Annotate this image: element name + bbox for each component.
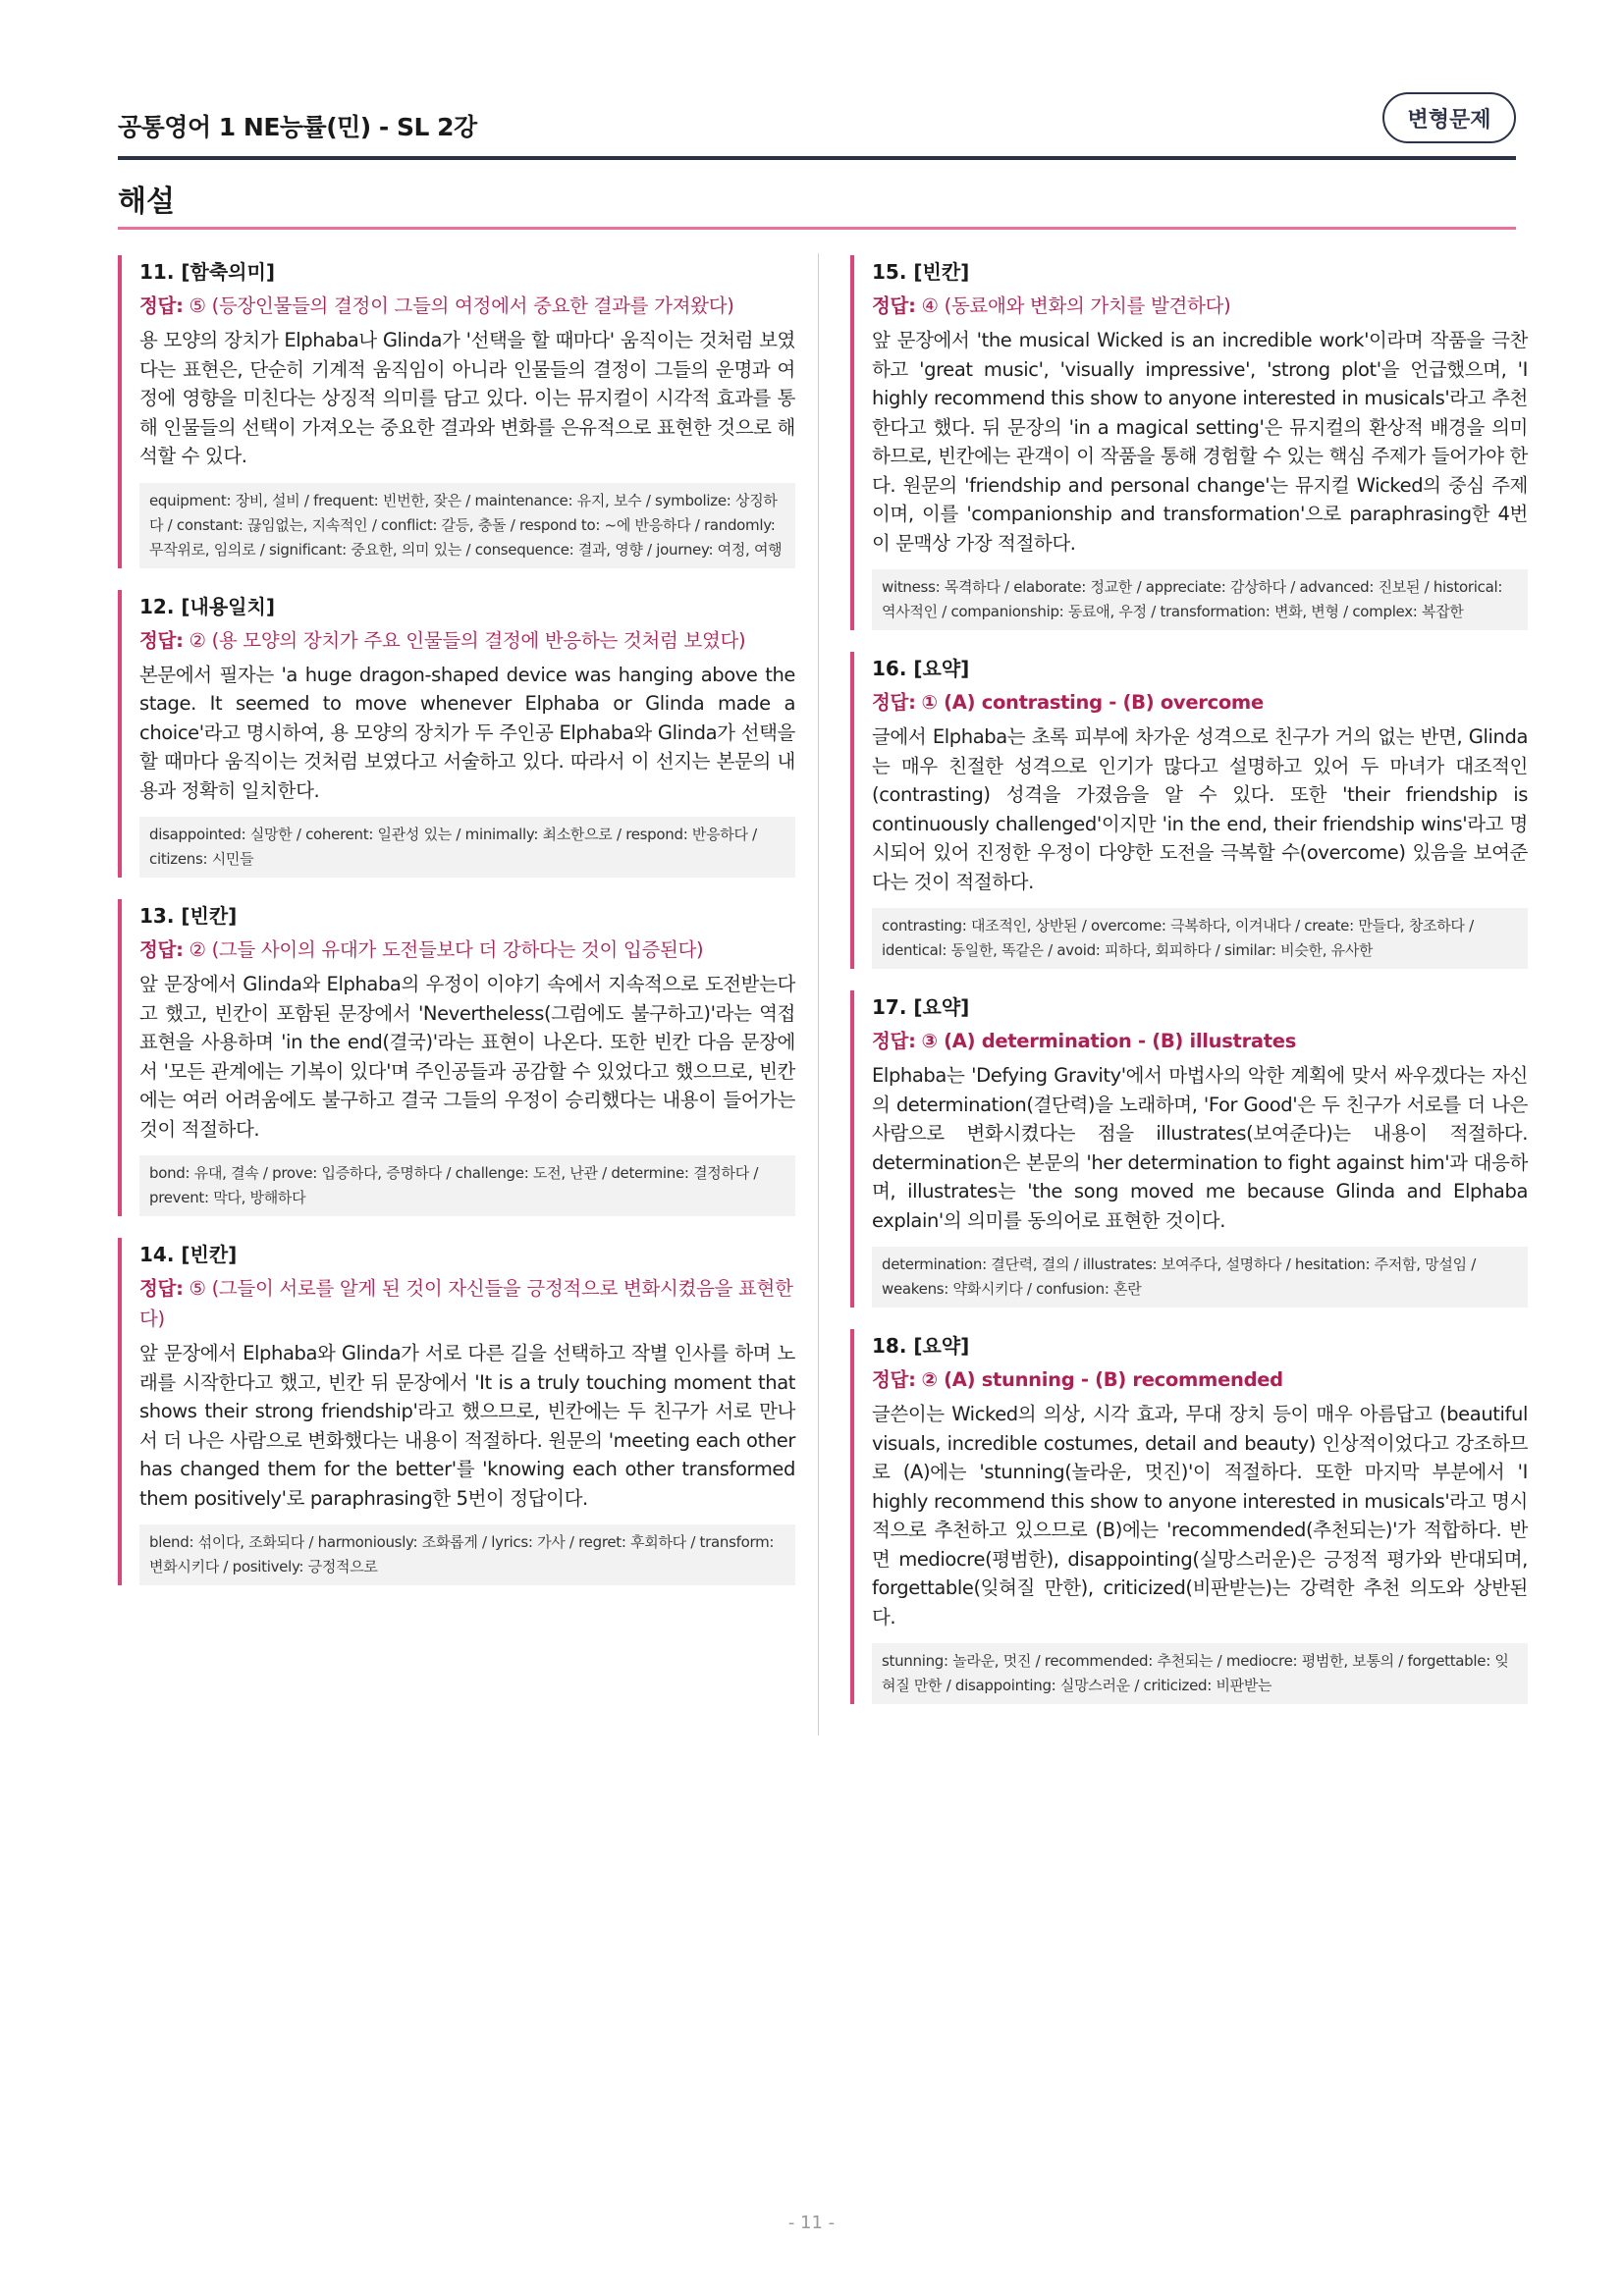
question-number: 18. [요약] <box>872 1334 970 1358</box>
explanation-text: 글에서 Elphaba는 초록 피부에 차가운 성격으로 친구가 거의 없는 반면, Glinda는 매우 친절한 성격으로 인기가 많다고 설명하고 있어 두 마녀가 대조적인(contrasting) 성격을 가졌음을 알 수 있다. 또한 'their friendship is continuously challenged'이지만 'in the end, their friendship wins'라고 명시되어 있어 진정한 우정이 다양한 도전을 극복할 수(overcome) 있음을 보여준다는 것이 적절하다. <box>872 725 1528 893</box>
answer-label: 정답: <box>872 1368 916 1391</box>
explanation-text: 앞 문장에서 Elphaba와 Glinda가 서로 다른 길을 선택하고 작별 인사를 하며 노래를 시작한다고 했고, 빈칸 뒤 문장에서 'It is a truly touching moment that shows their strong friendship'라고 했으므로, 빈칸에는 두 친구가 서로 만나서 더 나은 사람으로 변화했다는 내용이 적절하다. 원문의 'meeting each other has changed them for the better'를 'knowing each other transformed them positively'로 paraphrasing한 5번이 정답이다. <box>139 1342 795 1510</box>
section-divider <box>118 227 1516 230</box>
question-block <box>118 1238 795 1585</box>
question-number: 12. [내용일치] <box>139 594 275 618</box>
answer-text: ② (A) stunning - (B) recommended <box>921 1368 1283 1391</box>
page-number: - 11 - <box>787 2213 836 2233</box>
answer-text: ⑤ (등장인물들의 결정이 그들의 여정에서 중요한 결과를 가져왔다) <box>189 294 734 317</box>
question-number: 11. [함축의미] <box>139 260 275 284</box>
vocabulary-box: bond: 유대, 결속 / prove: 입증하다, 증명하다 / challenge: 도전, 난관 / determine: 결정하다 / prevent: 막다, 방해하다 <box>139 1155 795 1216</box>
question-number: 13. [빈칸] <box>139 904 238 928</box>
vocabulary-box: stunning: 놀라운, 멋진 / recommended: 추천되는 / mediocre: 평범한, 보통의 / forgettable: 잊혀질 만한 / disappointing: 실망스러운 / criticized: 비판받는 <box>872 1643 1528 1704</box>
question-block <box>118 899 795 1216</box>
answer-text: ③ (A) determination - (B) illustrates <box>921 1030 1297 1052</box>
explanation-text: Elphaba는 'Defying Gravity'에서 마법사의 악한 계획에 맞서 싸우겠다는 자신의 determination(결단력)을 노래하며, 'For Good'은 두 친구가 서로를 더 나은 사람으로 변화시켰다는 점을 illustrates(보여준다)는 내용이 적절하다. determination은 본문의 'her determination to fight against him'과 대응하며, illustrates는 'the song moved me because Glinda and Elphaba explain'의 의미를 동의어로 표현한 것이다. <box>872 1064 1528 1232</box>
answer-label: 정답: <box>139 294 184 317</box>
answer-line <box>872 1364 1528 1395</box>
column-divider <box>818 253 819 1735</box>
explanation-text: 용 모양의 장치가 Elphaba나 Glinda가 '선택을 할 때마다' 움직이는 것처럼 보였다는 표현은, 단순히 기계적 움직임이 아니라 인물들의 결정이 그들의 운명과 여정에 영향을 미친다는 상징적 의미를 담고 있다. 이는 뮤지컬이 시각적 효과를 통해 인물들의 선택이 가져오는 중요한 결과와 변화를 은유적으로 표현한 것으로 해석할 수 있다. <box>139 329 795 467</box>
question-number: 15. [빈칸] <box>872 260 970 284</box>
answer-label: 정답: <box>139 628 184 652</box>
vocabulary-box: equipment: 장비, 설비 / frequent: 빈번한, 잦은 / maintenance: 유지, 보수 / symbolize: 상징하다 / constant: 끊임없는, 지속적인 / conflict: 갈등, 충돌 / respond to: ~에 반응하다 / randomly: 무작위로, 임의로 / significant: 중요한, 의미 있는 / consequence: 결과, 영향 / journey: 여정, 여행 <box>139 483 795 568</box>
type-badge: 변형문제 <box>1382 92 1516 143</box>
right-column <box>850 255 1528 1726</box>
answer-label: 정답: <box>139 938 184 961</box>
vocabulary-box: disappointed: 실망한 / coherent: 일관성 있는 / minimally: 최소한으로 / respond: 반응하다 / citizens: 시민들 <box>139 817 795 878</box>
vocabulary-box: witness: 목격하다 / elaborate: 정교한 / appreciate: 감상하다 / advanced: 진보된 / historical: 역사적인 / companionship: 동료애, 우정 / transformation: 변화, 변형 / complex: 복잡한 <box>872 569 1528 630</box>
question-block <box>850 652 1528 969</box>
question-number: 17. [요약] <box>872 995 970 1019</box>
question-block <box>850 990 1528 1308</box>
explanation-text: 앞 문장에서 'the musical Wicked is an incredible work'이라며 작품을 극찬하고 'great music', 'visually impressive', 'strong plot'을 언급했으며, 'I highly recommend this show to anyone interested in musicals'라고 추천한다고 했다. 뒤 문장의 'in a magical setting'은 뮤지컬의 환상적 배경을 의미하므로, 빈칸에는 관객이 이 작품을 통해 경험할 수 있는 핵심 주제가 들어가야 한다. 원문의 'friendship and personal change'는 뮤지컬 Wicked의 중심 주제이며, 이를 'companionship and transformation'으로 paraphrasing한 4번이 문맥상 가장 적절하다. <box>872 329 1528 555</box>
question-block <box>850 255 1528 630</box>
question-number: 16. [요약] <box>872 657 970 680</box>
left-column <box>118 255 795 1607</box>
answer-line <box>139 625 795 656</box>
answer-line <box>872 291 1528 321</box>
answer-line <box>872 687 1528 718</box>
document-title: 공통영어 1 NE능률(민) - SL 2강 <box>118 113 477 141</box>
question-number: 14. [빈칸] <box>139 1243 238 1266</box>
header-divider <box>118 156 1516 160</box>
answer-line <box>139 291 795 321</box>
vocabulary-box: determination: 결단력, 결의 / illustrates: 보여주다, 설명하다 / hesitation: 주저함, 망설임 / weakens: 약화시키다 / confusion: 혼란 <box>872 1247 1528 1308</box>
answer-text: ① (A) contrasting - (B) overcome <box>921 691 1264 714</box>
answer-label: 정답: <box>872 1030 916 1052</box>
answer-label: 정답: <box>872 294 916 317</box>
question-block <box>850 1329 1528 1704</box>
answer-text: ④ (동료애와 변화의 가치를 발견하다) <box>921 294 1231 317</box>
answer-text: ② (그들 사이의 유대가 도전들보다 더 강하다는 것이 입증된다) <box>189 938 704 961</box>
vocabulary-box: contrasting: 대조적인, 상반된 / overcome: 극복하다, 이겨내다 / create: 만들다, 창조하다 / identical: 동일한, 똑같은 / avoid: 피하다, 회피하다 / similar: 비슷한, 유사한 <box>872 908 1528 969</box>
vocabulary-box: blend: 섞이다, 조화되다 / harmoniously: 조화롭게 / lyrics: 가사 / regret: 후회하다 / transform: 변화시키다 / positively: 긍정적으로 <box>139 1524 795 1585</box>
explanation-text: 앞 문장에서 Glinda와 Elphaba의 우정이 이야기 속에서 지속적으로 도전받는다고 했고, 빈칸이 포함된 문장에서 'Nevertheless(그럼에도 불구하고)'라는 역접 표현을 사용하며 'in the end(결국)'라는 표현이 나온다. 또한 빈칸 다음 문장에서 '모든 관계에는 기복이 있다'며 주인공들과 공감할 수 있었다고 했으므로, 빈칸에는 여러 어려움에도 불구하고 결국 그들의 우정이 승리했다는 내용이 들어가는 것이 적절하다. <box>139 973 795 1141</box>
answer-label: 정답: <box>872 691 916 714</box>
answer-line <box>872 1026 1528 1056</box>
page-header <box>118 90 1516 159</box>
question-block <box>118 590 795 879</box>
answer-line <box>139 1273 795 1334</box>
answer-text: ② (용 모양의 장치가 주요 인물들의 결정에 반응하는 것처럼 보였다) <box>189 628 746 652</box>
answer-text: ⑤ (그들이 서로를 알게 된 것이 자신들을 긍정적으로 변화시켰음을 표현한다) <box>139 1277 793 1330</box>
explanation-text: 본문에서 필자는 'a huge dragon-shaped device was hanging above the stage. It seemed to move whenever Elphaba or Glinda made a choice'라고 명시하여, 용 모양의 장치가 두 주인공 Elphaba와 Glinda가 선택을 할 때마다 움직이는 것처럼 보였다고 서술하고 있다. 따라서 이 선지는 본문의 내용과 정확히 일치한다. <box>139 663 795 802</box>
question-block <box>118 255 795 568</box>
answer-line <box>139 934 795 965</box>
explanation-text: 글쓴이는 Wicked의 의상, 시각 효과, 무대 장치 등이 매우 아름답고 (beautiful visuals, incredible costumes, detail and beauty) 인상적이었다고 강조하므로 (A)에는 'stunning(놀라운, 멋진)'이 적절하다. 또한 마지막 부분에서 'I highly recommend this show to anyone interested in musicals'라고 명시적으로 추천하고 있으므로 (B)에는 'recommended(추천되는)'가 적합하다. 반면 mediocre(평범한), disappointing(실망스러운)은 긍정적 평가와 반대되며, forgettable(잊혀질 만한), criticized(비판받는)는 강력한 추천 의도와 상반된다. <box>872 1403 1528 1629</box>
answer-label: 정답: <box>139 1277 184 1300</box>
section-title: 해설 <box>118 185 175 219</box>
